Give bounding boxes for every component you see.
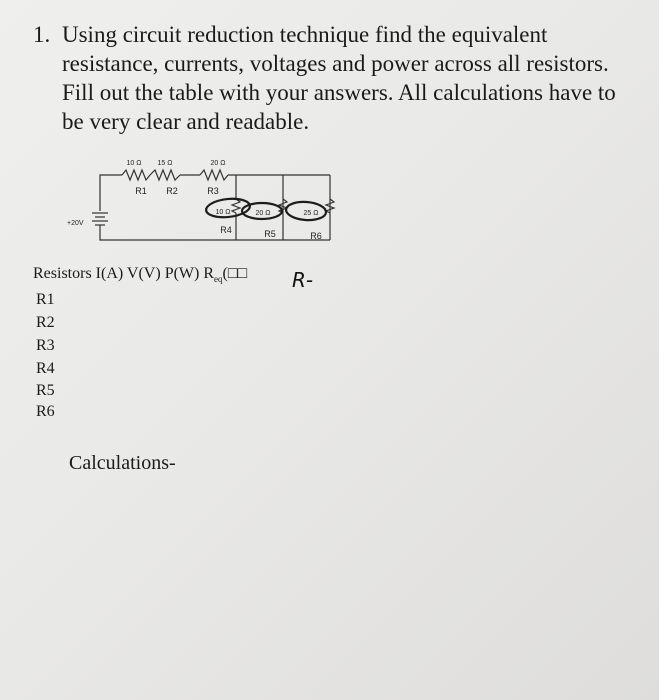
r6-label: R6 bbox=[310, 231, 322, 241]
question-number: 1. bbox=[33, 22, 51, 47]
r6-value: 25 Ω bbox=[303, 210, 319, 217]
question-line-2: resistance, currents, voltages and power across all resistors. bbox=[62, 51, 609, 76]
r4-zigzag bbox=[232, 199, 240, 213]
r1-value: 10 Ω bbox=[126, 160, 142, 167]
table-header-sub: eq bbox=[214, 274, 223, 285]
source-label: +20V bbox=[67, 220, 84, 227]
r1-zigzag bbox=[122, 170, 150, 180]
bottom-wire bbox=[100, 231, 330, 240]
r2-value: 15 Ω bbox=[157, 160, 173, 167]
question-line-4: be very clear and readable. bbox=[62, 109, 310, 134]
r2-label: R2 bbox=[166, 186, 178, 196]
table-row-r2: R2 bbox=[36, 314, 55, 331]
r4-value: 10 Ω bbox=[215, 209, 231, 216]
r1-label: R1 bbox=[135, 186, 147, 196]
r3-value: 20 Ω bbox=[210, 160, 226, 167]
circuit-diagram bbox=[0, 0, 659, 260]
question-line-1: Using circuit reduction technique find the equivalent bbox=[62, 22, 548, 47]
table-row-r5: R5 bbox=[36, 382, 55, 399]
table-header-tail: (□□ bbox=[222, 265, 248, 282]
r3-zigzag bbox=[200, 170, 228, 180]
left-wire bbox=[100, 175, 122, 211]
r4-label: R4 bbox=[220, 225, 232, 235]
question-line-3: Fill out the table with your answers. All calculations have to bbox=[62, 80, 616, 105]
table-header bbox=[33, 265, 247, 284]
table-row-r4: R4 bbox=[36, 360, 55, 377]
r3-label: R3 bbox=[207, 186, 219, 196]
table-row-r6: R6 bbox=[36, 403, 55, 420]
table-header-main: Resistors I(A) V(V) P(W) R bbox=[33, 265, 215, 282]
table-row-r3: R3 bbox=[36, 337, 55, 354]
table-row-r1: R1 bbox=[36, 291, 55, 308]
r5-value: 20 Ω bbox=[255, 210, 271, 217]
calculations-label: Calculations- bbox=[69, 452, 176, 474]
r2-zigzag bbox=[150, 170, 180, 180]
r5-label: R5 bbox=[264, 229, 276, 239]
handwritten-note: R- bbox=[292, 268, 314, 292]
